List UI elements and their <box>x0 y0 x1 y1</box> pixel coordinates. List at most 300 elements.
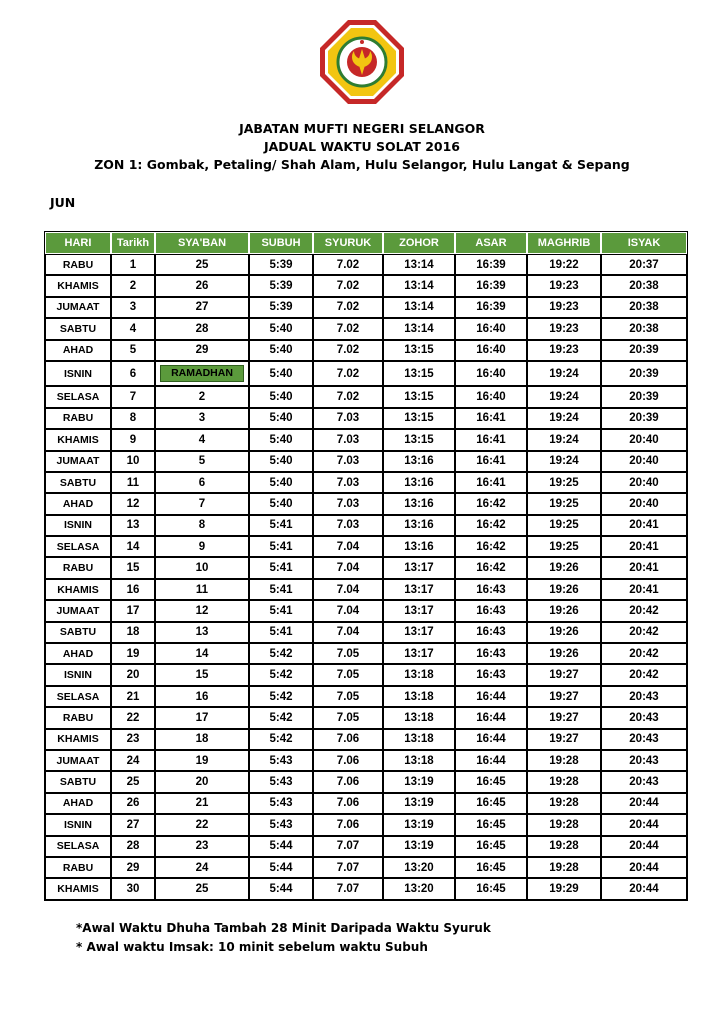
header-maghrib: MAGHRIB <box>527 232 601 254</box>
hari-cell: JUMAAT <box>45 750 111 771</box>
syaban-cell: 2 <box>155 386 249 407</box>
hari-cell: AHAD <box>45 793 111 814</box>
isyak-cell: 20:42 <box>601 600 687 621</box>
asar-cell: 16:43 <box>455 600 527 621</box>
isyak-cell: 20:38 <box>601 275 687 296</box>
zohor-cell: 13:15 <box>383 386 455 407</box>
maghrib-cell: 19:26 <box>527 579 601 600</box>
asar-cell: 16:43 <box>455 643 527 664</box>
zohor-cell: 13:15 <box>383 340 455 361</box>
syaban-cell: 8 <box>155 515 249 536</box>
syuruk-cell: 7.02 <box>313 340 383 361</box>
syaban-cell: 4 <box>155 429 249 450</box>
isyak-cell: 20:43 <box>601 750 687 771</box>
zohor-cell: 13:17 <box>383 622 455 643</box>
asar-cell: 16:40 <box>455 361 527 386</box>
syaban-cell: 25 <box>155 254 249 275</box>
subuh-cell: 5:41 <box>249 622 313 643</box>
table-row <box>45 515 687 536</box>
syuruk-cell: 7.02 <box>313 275 383 296</box>
maghrib-cell: 19:22 <box>527 254 601 275</box>
hari-cell: ISNIN <box>45 814 111 835</box>
isyak-cell: 20:38 <box>601 318 687 339</box>
asar-cell: 16:43 <box>455 622 527 643</box>
isyak-cell: 20:39 <box>601 361 687 386</box>
table-row <box>45 493 687 514</box>
tarikh-cell: 17 <box>111 600 155 621</box>
tarikh-cell: 15 <box>111 557 155 578</box>
tarikh-cell: 3 <box>111 297 155 318</box>
subuh-cell: 5:42 <box>249 729 313 750</box>
tarikh-cell: 7 <box>111 386 155 407</box>
header-hari: HARI <box>45 232 111 254</box>
mufti-selangor-logo <box>318 18 406 106</box>
isyak-cell: 20:42 <box>601 622 687 643</box>
tarikh-cell: 2 <box>111 275 155 296</box>
syuruk-cell: 7.03 <box>313 493 383 514</box>
zohor-cell: 13:18 <box>383 750 455 771</box>
hari-cell: AHAD <box>45 340 111 361</box>
schedule-title: JADUAL WAKTU SOLAT 2016 <box>263 139 461 154</box>
syuruk-cell: 7.02 <box>313 254 383 275</box>
hari-cell: SELASA <box>45 836 111 857</box>
isyak-cell: 20:37 <box>601 254 687 275</box>
syaban-cell: 21 <box>155 793 249 814</box>
table-row <box>45 361 687 386</box>
maghrib-cell: 19:27 <box>527 707 601 728</box>
syaban-cell: 10 <box>155 557 249 578</box>
zohor-cell: 13:18 <box>383 707 455 728</box>
tarikh-cell: 25 <box>111 771 155 792</box>
syuruk-cell: 7.02 <box>313 361 383 386</box>
zohor-cell: 13:17 <box>383 643 455 664</box>
isyak-cell: 20:43 <box>601 686 687 707</box>
maghrib-cell: 19:24 <box>527 429 601 450</box>
maghrib-cell: 19:28 <box>527 793 601 814</box>
zohor-cell: 13:17 <box>383 557 455 578</box>
zohor-cell: 13:15 <box>383 408 455 429</box>
tarikh-cell: 26 <box>111 793 155 814</box>
hari-cell: SELASA <box>45 386 111 407</box>
zohor-cell: 13:17 <box>383 579 455 600</box>
zohor-cell: 13:16 <box>383 472 455 493</box>
subuh-cell: 5:42 <box>249 664 313 685</box>
tarikh-cell: 1 <box>111 254 155 275</box>
hari-cell: ISNIN <box>45 664 111 685</box>
hari-cell: RABU <box>45 557 111 578</box>
syaban-cell: 24 <box>155 857 249 878</box>
syuruk-cell: 7.05 <box>313 664 383 685</box>
zohor-cell: 13:20 <box>383 857 455 878</box>
tarikh-cell: 14 <box>111 536 155 557</box>
hari-cell: SABTU <box>45 318 111 339</box>
hari-cell: KHAMIS <box>45 275 111 296</box>
syuruk-cell: 7.07 <box>313 878 383 899</box>
subuh-cell: 5:40 <box>249 361 313 386</box>
syaban-cell: 28 <box>155 318 249 339</box>
tarikh-cell: 19 <box>111 643 155 664</box>
header-syuruk: SYURUK <box>313 232 383 254</box>
maghrib-cell: 19:24 <box>527 451 601 472</box>
subuh-cell: 5:44 <box>249 857 313 878</box>
subuh-cell: 5:41 <box>249 557 313 578</box>
tarikh-cell: 8 <box>111 408 155 429</box>
hari-cell: KHAMIS <box>45 878 111 899</box>
maghrib-cell: 19:23 <box>527 340 601 361</box>
asar-cell: 16:45 <box>455 771 527 792</box>
zohor-cell: 13:17 <box>383 600 455 621</box>
isyak-cell: 20:39 <box>601 408 687 429</box>
asar-cell: 16:45 <box>455 857 527 878</box>
syuruk-cell: 7.07 <box>313 836 383 857</box>
logo-star <box>360 40 364 44</box>
subuh-cell: 5:39 <box>249 254 313 275</box>
isyak-cell: 20:41 <box>601 579 687 600</box>
asar-cell: 16:39 <box>455 275 527 296</box>
syuruk-cell: 7.03 <box>313 451 383 472</box>
isyak-cell: 20:39 <box>601 340 687 361</box>
isyak-cell: 20:38 <box>601 297 687 318</box>
asar-cell: 16:40 <box>455 386 527 407</box>
hari-cell: SABTU <box>45 472 111 493</box>
tarikh-cell: 20 <box>111 664 155 685</box>
syaban-cell: 17 <box>155 707 249 728</box>
maghrib-cell: 19:28 <box>527 771 601 792</box>
maghrib-cell: 19:27 <box>527 729 601 750</box>
subuh-cell: 5:40 <box>249 493 313 514</box>
syuruk-cell: 7.04 <box>313 600 383 621</box>
isyak-cell: 20:44 <box>601 814 687 835</box>
subuh-cell: 5:43 <box>249 771 313 792</box>
zohor-cell: 13:18 <box>383 664 455 685</box>
zohor-cell: 13:16 <box>383 451 455 472</box>
month-label: JUN <box>50 195 76 210</box>
zohor-cell: 13:19 <box>383 814 455 835</box>
syaban-cell: 5 <box>155 451 249 472</box>
department-title: JABATAN MUFTI NEGERI SELANGOR <box>239 121 485 136</box>
subuh-cell: 5:42 <box>249 643 313 664</box>
subuh-cell: 5:40 <box>249 408 313 429</box>
asar-cell: 16:42 <box>455 536 527 557</box>
zohor-cell: 13:16 <box>383 493 455 514</box>
table-row <box>45 297 687 318</box>
asar-cell: 16:45 <box>455 836 527 857</box>
isyak-cell: 20:40 <box>601 429 687 450</box>
imsak-note: * Awal waktu Imsak: 10 minit sebelum waktu Subuh <box>76 940 428 954</box>
syaban-cell: 26 <box>155 275 249 296</box>
asar-cell: 16:40 <box>455 340 527 361</box>
zohor-cell: 13:18 <box>383 686 455 707</box>
table-row <box>45 557 687 578</box>
dhuha-note: *Awal Waktu Dhuha Tambah 28 Minit Daripada Waktu Syuruk <box>76 921 491 935</box>
syaban-cell: 23 <box>155 836 249 857</box>
hari-cell: JUMAAT <box>45 600 111 621</box>
syuruk-cell: 7.06 <box>313 729 383 750</box>
table-row <box>45 472 687 493</box>
crest-icon <box>318 18 406 106</box>
maghrib-cell: 19:23 <box>527 297 601 318</box>
asar-cell: 16:41 <box>455 472 527 493</box>
table-row <box>45 836 687 857</box>
tarikh-cell: 4 <box>111 318 155 339</box>
zohor-cell: 13:14 <box>383 254 455 275</box>
syuruk-cell: 7.05 <box>313 707 383 728</box>
syaban-cell: 20 <box>155 771 249 792</box>
zohor-cell: 13:14 <box>383 275 455 296</box>
tarikh-cell: 9 <box>111 429 155 450</box>
subuh-cell: 5:39 <box>249 275 313 296</box>
zohor-cell: 13:20 <box>383 878 455 899</box>
hari-cell: RABU <box>45 857 111 878</box>
maghrib-cell: 19:29 <box>527 878 601 899</box>
zone-line <box>0 156 724 174</box>
syuruk-cell: 7.06 <box>313 771 383 792</box>
syaban-cell: 18 <box>155 729 249 750</box>
tarikh-cell: 10 <box>111 451 155 472</box>
syaban-cell: 12 <box>155 600 249 621</box>
header-zohor: ZOHOR <box>383 232 455 254</box>
table-row <box>45 451 687 472</box>
subuh-cell: 5:43 <box>249 793 313 814</box>
subuh-cell: 5:41 <box>249 600 313 621</box>
asar-cell: 16:43 <box>455 664 527 685</box>
maghrib-cell: 19:26 <box>527 622 601 643</box>
asar-cell: 16:41 <box>455 408 527 429</box>
isyak-cell: 20:44 <box>601 878 687 899</box>
isyak-cell: 20:43 <box>601 729 687 750</box>
maghrib-cell: 19:28 <box>527 814 601 835</box>
syaban-cell: 15 <box>155 664 249 685</box>
isyak-cell: 20:40 <box>601 493 687 514</box>
tarikh-cell: 22 <box>111 707 155 728</box>
tarikh-cell: 29 <box>111 857 155 878</box>
table-row <box>45 878 687 899</box>
syaban-cell: 27 <box>155 297 249 318</box>
maghrib-cell: 19:24 <box>527 386 601 407</box>
asar-cell: 16:39 <box>455 254 527 275</box>
syuruk-cell: 7.05 <box>313 686 383 707</box>
syaban-cell: 9 <box>155 536 249 557</box>
syaban-cell: 11 <box>155 579 249 600</box>
maghrib-cell: 19:28 <box>527 750 601 771</box>
hari-cell: KHAMIS <box>45 729 111 750</box>
zohor-cell: 13:18 <box>383 729 455 750</box>
table-row <box>45 793 687 814</box>
asar-cell: 16:39 <box>455 297 527 318</box>
table-row <box>45 643 687 664</box>
isyak-cell: 20:43 <box>601 771 687 792</box>
asar-cell: 16:42 <box>455 493 527 514</box>
maghrib-cell: 19:27 <box>527 664 601 685</box>
hari-cell: SELASA <box>45 686 111 707</box>
isyak-cell: 20:41 <box>601 515 687 536</box>
zohor-cell: 13:16 <box>383 536 455 557</box>
tarikh-cell: 24 <box>111 750 155 771</box>
zone-detail: : Gombak, Petaling/ Shah Alam, Hulu Selangor, Hulu Langat & Sepang <box>137 157 630 172</box>
hari-cell: KHAMIS <box>45 429 111 450</box>
syuruk-cell: 7.02 <box>313 386 383 407</box>
syaban-cell: 22 <box>155 814 249 835</box>
syuruk-cell: 7.03 <box>313 472 383 493</box>
syaban-cell: 16 <box>155 686 249 707</box>
isyak-cell: 20:39 <box>601 386 687 407</box>
prayer-time-table <box>44 231 688 901</box>
tarikh-cell: 23 <box>111 729 155 750</box>
maghrib-cell: 19:26 <box>527 600 601 621</box>
hari-cell: AHAD <box>45 493 111 514</box>
subuh-cell: 5:40 <box>249 386 313 407</box>
tarikh-cell: 11 <box>111 472 155 493</box>
hari-cell: AHAD <box>45 643 111 664</box>
isyak-cell: 20:43 <box>601 707 687 728</box>
subuh-cell: 5:43 <box>249 750 313 771</box>
subuh-cell: 5:41 <box>249 515 313 536</box>
maghrib-cell: 19:25 <box>527 472 601 493</box>
subuh-cell: 5:44 <box>249 878 313 899</box>
maghrib-cell: 19:24 <box>527 408 601 429</box>
subuh-cell: 5:40 <box>249 318 313 339</box>
maghrib-cell: 19:24 <box>527 361 601 386</box>
asar-cell: 16:45 <box>455 793 527 814</box>
table-row <box>45 857 687 878</box>
syuruk-cell: 7.04 <box>313 557 383 578</box>
tarikh-cell: 12 <box>111 493 155 514</box>
table-row <box>45 600 687 621</box>
table-row <box>45 318 687 339</box>
syuruk-cell: 7.04 <box>313 536 383 557</box>
subuh-cell: 5:42 <box>249 707 313 728</box>
asar-cell: 16:41 <box>455 451 527 472</box>
table-row <box>45 622 687 643</box>
syuruk-cell: 7.06 <box>313 793 383 814</box>
table-row <box>45 750 687 771</box>
maghrib-cell: 19:25 <box>527 515 601 536</box>
table-row <box>45 386 687 407</box>
hari-cell: RABU <box>45 707 111 728</box>
maghrib-cell: 19:26 <box>527 557 601 578</box>
maghrib-cell: 19:23 <box>527 275 601 296</box>
subuh-cell: 5:40 <box>249 451 313 472</box>
syaban-cell: 14 <box>155 643 249 664</box>
subuh-cell: 5:43 <box>249 814 313 835</box>
hari-cell: JUMAAT <box>45 451 111 472</box>
hari-cell: KHAMIS <box>45 579 111 600</box>
syaban-cell: 6 <box>155 472 249 493</box>
isyak-cell: 20:44 <box>601 836 687 857</box>
syuruk-cell: 7.05 <box>313 643 383 664</box>
syaban-cell: 19 <box>155 750 249 771</box>
header-subuh: SUBUH <box>249 232 313 254</box>
table-row <box>45 429 687 450</box>
zohor-cell: 13:14 <box>383 297 455 318</box>
zone-prefix: ZON 1 <box>94 157 138 172</box>
hari-cell: RABU <box>45 254 111 275</box>
syaban-cell <box>155 361 249 386</box>
hari-cell: ISNIN <box>45 361 111 386</box>
isyak-cell: 20:40 <box>601 472 687 493</box>
asar-cell: 16:45 <box>455 878 527 899</box>
asar-cell: 16:42 <box>455 557 527 578</box>
table-row <box>45 664 687 685</box>
asar-cell: 16:43 <box>455 579 527 600</box>
table-row <box>45 729 687 750</box>
isyak-cell: 20:41 <box>601 536 687 557</box>
ramadhan-start-badge: RAMADHAN <box>160 365 244 382</box>
table-body <box>45 254 687 900</box>
header-isyak: ISYAK <box>601 232 687 254</box>
tarikh-cell: 5 <box>111 340 155 361</box>
zohor-cell: 13:15 <box>383 361 455 386</box>
syaban-cell: 3 <box>155 408 249 429</box>
syaban-cell: 29 <box>155 340 249 361</box>
isyak-cell: 20:40 <box>601 451 687 472</box>
maghrib-cell: 19:28 <box>527 836 601 857</box>
subuh-cell: 5:42 <box>249 686 313 707</box>
syuruk-cell: 7.02 <box>313 297 383 318</box>
syuruk-cell: 7.06 <box>313 750 383 771</box>
subuh-cell: 5:40 <box>249 429 313 450</box>
subuh-cell: 5:39 <box>249 297 313 318</box>
isyak-cell: 20:41 <box>601 557 687 578</box>
table-row <box>45 340 687 361</box>
header-tarikh: Tarikh <box>111 232 155 254</box>
isyak-cell: 20:44 <box>601 793 687 814</box>
tarikh-cell: 30 <box>111 878 155 899</box>
tarikh-cell: 6 <box>111 361 155 386</box>
asar-cell: 16:44 <box>455 707 527 728</box>
zohor-cell: 13:19 <box>383 771 455 792</box>
hari-cell: SABTU <box>45 771 111 792</box>
tarikh-cell: 16 <box>111 579 155 600</box>
asar-cell: 16:44 <box>455 686 527 707</box>
table-row <box>45 814 687 835</box>
maghrib-cell: 19:23 <box>527 318 601 339</box>
table-row <box>45 254 687 275</box>
hari-cell: SELASA <box>45 536 111 557</box>
maghrib-cell: 19:26 <box>527 643 601 664</box>
hari-cell: RABU <box>45 408 111 429</box>
asar-cell: 16:44 <box>455 750 527 771</box>
isyak-cell: 20:44 <box>601 857 687 878</box>
tarikh-cell: 27 <box>111 814 155 835</box>
table-row <box>45 579 687 600</box>
subuh-cell: 5:40 <box>249 472 313 493</box>
zohor-cell: 13:15 <box>383 429 455 450</box>
table-row <box>45 686 687 707</box>
table-row <box>45 771 687 792</box>
syuruk-cell: 7.03 <box>313 429 383 450</box>
zohor-cell: 13:14 <box>383 318 455 339</box>
subuh-cell: 5:40 <box>249 340 313 361</box>
maghrib-cell: 19:27 <box>527 686 601 707</box>
table-row <box>45 408 687 429</box>
asar-cell: 16:40 <box>455 318 527 339</box>
asar-cell: 16:41 <box>455 429 527 450</box>
tarikh-cell: 18 <box>111 622 155 643</box>
tarikh-cell: 13 <box>111 515 155 536</box>
syuruk-cell: 7.02 <box>313 318 383 339</box>
asar-cell: 16:44 <box>455 729 527 750</box>
isyak-cell: 20:42 <box>601 664 687 685</box>
syuruk-cell: 7.07 <box>313 857 383 878</box>
table-row <box>45 707 687 728</box>
maghrib-cell: 19:25 <box>527 493 601 514</box>
hari-cell: JUMAAT <box>45 297 111 318</box>
table-row <box>45 536 687 557</box>
maghrib-cell: 19:25 <box>527 536 601 557</box>
subuh-cell: 5:41 <box>249 536 313 557</box>
syuruk-cell: 7.04 <box>313 622 383 643</box>
